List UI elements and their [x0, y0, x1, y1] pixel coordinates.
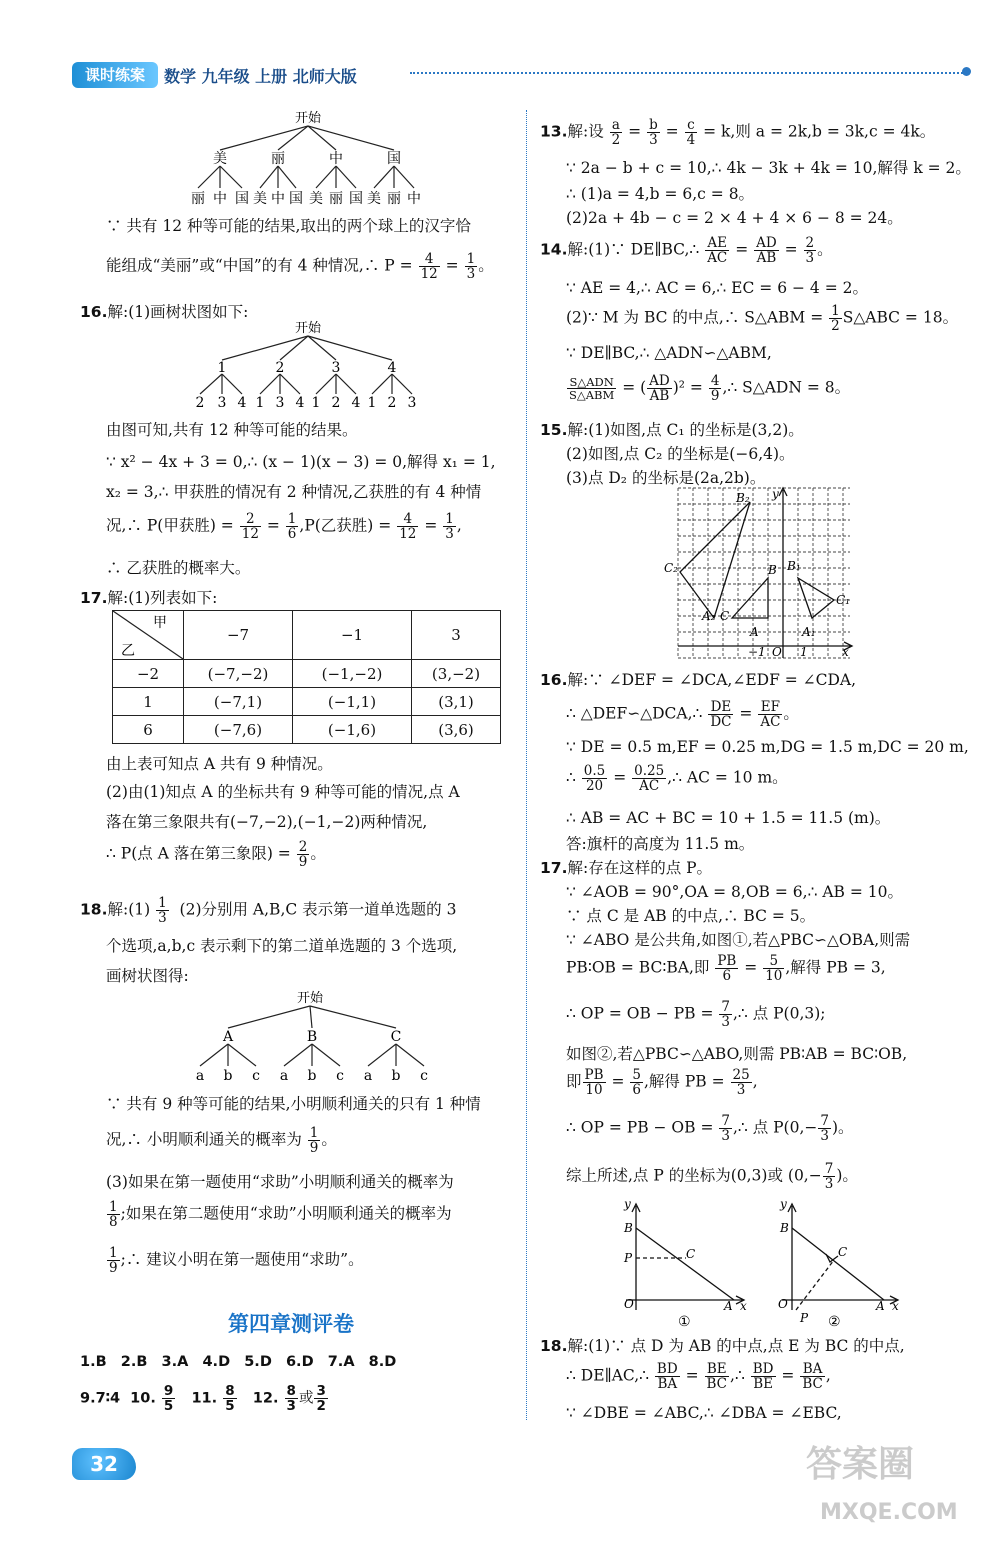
table-col-header: 3: [412, 611, 501, 660]
svg-text:②: ②: [828, 1314, 841, 1330]
svg-text:①: ①: [678, 1314, 691, 1330]
svg-text:b: b: [307, 1068, 317, 1084]
svg-text:1: 1: [800, 645, 808, 659]
svg-text:−1: −1: [748, 645, 766, 659]
svg-text:B: B: [306, 1029, 318, 1045]
svg-text:A: A: [876, 1299, 885, 1313]
header-dotted-line: [410, 72, 966, 74]
r-q18-line2: ∴ DE∥AC,∴ $\frac{BD}{BA}$ = $\frac{BE}{BC}$ ,∴ $\frac{BD}{BE}$ = $\frac{BA}{BC}$ ,: [566, 1361, 831, 1393]
q16-line2: 由图可知,共有 12 种等可能的结果。: [106, 421, 358, 439]
svg-text:中: 中: [407, 191, 421, 207]
svg-text:3: 3: [331, 360, 341, 376]
r-q13-line2: ∵ 2a − b + c = 10,∴ 4k − 3k + 4k = 10,解得 k = 2。: [566, 159, 971, 177]
q16-line3: ∵ x² − 4x + 3 = 0,∴ (x − 1)(x − 3) = 0,解得 x₁ = 1,: [106, 453, 496, 471]
svg-text:y: y: [624, 1198, 631, 1211]
r-q15-line3: (3)点 D₂ 的坐标是(2a,2b)。: [566, 469, 766, 487]
svg-text:P: P: [624, 1251, 633, 1265]
r-q13-line4: (2)2a + 4b − c = 2 × 4 + 4 × 6 − 8 = 24。: [566, 209, 903, 227]
svg-text:x: x: [892, 1299, 899, 1313]
svg-text:A₂: A₂: [702, 609, 716, 623]
tree-diagram-18: [180, 988, 440, 1084]
svg-text:C: C: [686, 1247, 696, 1261]
grid-figure-15: [662, 486, 858, 666]
r-q15-line2: (2)如图,点 C₂ 的坐标是(−6,4)。: [566, 445, 795, 463]
svg-text:美: 美: [253, 191, 267, 207]
q18-line2: 个选项,a,b,c 表示剩下的第二道单选题的 3 个选项,: [106, 937, 458, 955]
q18-line5: 况,∴ 小明顺利通关的概率为 $\frac{1}{9}$ 。: [106, 1125, 337, 1157]
header-dot: [962, 67, 971, 76]
q17-line5: ∴ P(点 A 落在第三象限) = $\frac{2}{9}$ 。: [106, 839, 326, 871]
svg-text:中: 中: [271, 191, 285, 207]
svg-text:A: A: [750, 625, 759, 639]
q15-line2: 能组成“美丽”或“中国”的有 4 种情况,∴ P = $\frac{4}{12}$ = $\frac{1}{3}$ 。: [106, 251, 494, 283]
svg-text:3: 3: [275, 395, 285, 410]
svg-text:y: y: [780, 1198, 787, 1211]
r-q16-line4: ∴ $\frac{0.5}{20}$ = $\frac{0.25}{AC}$ ,∴ AC = 10 m。: [566, 763, 788, 795]
watermark-url: MXQE.COM: [820, 1500, 958, 1525]
svg-text:中: 中: [329, 151, 343, 167]
svg-text:C: C: [720, 609, 730, 623]
svg-text:2: 2: [195, 395, 205, 410]
answers-row1: 1.B 2.B 3.A 4.D 5.D 6.D 7.A 8.D: [80, 1354, 397, 1370]
triangle-figures-17: [616, 1198, 912, 1332]
q18-line7: $\frac{1}{8}$ ;如果在第二题使用“求助”小明顺利通关的概率为: [109, 1199, 452, 1231]
svg-text:B: B: [768, 563, 777, 577]
svg-text:美: 美: [367, 191, 381, 207]
svg-text:x: x: [740, 1299, 747, 1313]
tree15-root: 开始: [294, 111, 322, 126]
svg-text:P: P: [800, 1311, 809, 1325]
svg-text:b: b: [391, 1068, 401, 1084]
svg-text:B: B: [624, 1221, 633, 1235]
svg-text:a: a: [195, 1068, 205, 1084]
svg-text:b: b: [223, 1068, 233, 1084]
svg-text:乙: 乙: [121, 643, 135, 659]
r-q15-line1: 15.解:(1)如图,点 C₁ 的坐标是(3,2)。: [540, 421, 804, 439]
r-q14-line5: $\frac{\text{S△ADN}}{\text{S△ABM}}$ = ( $\frac{AD}{AB}$ )² = $\frac{4}{9}$ ,∴ S△ADN = 8。: [569, 373, 851, 405]
svg-text:国: 国: [289, 191, 303, 207]
svg-text:A₁: A₁: [802, 625, 816, 639]
svg-text:O: O: [624, 1297, 634, 1311]
q18-line4: ∵ 共有 9 种等可能的结果,小明顺利通关的只有 1 种情: [106, 1095, 481, 1113]
chapter-title: 第四章测评卷: [228, 1312, 354, 1336]
table-corner: [113, 611, 184, 660]
r-q17-line1: 17.解:存在这样的点 P。: [540, 859, 713, 877]
svg-text:美: 美: [213, 151, 227, 167]
svg-text:开始: 开始: [294, 321, 322, 336]
svg-text:1: 1: [311, 395, 321, 410]
r-q14-line2: ∵ AE = 4,∴ AC = 6,∴ EC = 6 − 4 = 2。: [566, 279, 868, 297]
svg-text:B: B: [780, 1221, 789, 1235]
r-q16-line6: 答:旗杆的高度为 11.5 m。: [566, 835, 755, 853]
table-col-header: −1: [293, 611, 412, 660]
svg-text:丽: 丽: [271, 151, 285, 167]
svg-text:美: 美: [309, 191, 323, 207]
svg-text:3: 3: [407, 395, 417, 410]
svg-text:1: 1: [367, 395, 377, 410]
r-q13-line1: 13.解:设 $\frac{a}{2}$ = $\frac{b}{3}$ = $\frac{c}{4}$ = k,则 a = 2k,b = 3k,c = 4k。: [540, 117, 936, 149]
svg-text:x: x: [842, 645, 849, 659]
svg-text:中: 中: [213, 191, 227, 207]
table-17: [112, 610, 501, 744]
svg-text:4: 4: [237, 395, 247, 410]
tree-diagram-15: [180, 108, 440, 208]
q17-line4: 落在第三象限共有(−7,−2),(−1,−2)两种情况,: [106, 813, 428, 831]
svg-text:国: 国: [387, 151, 401, 167]
table-row: −2 (−7,−2) (−1,−2) (3,−2): [113, 660, 501, 688]
svg-text:丽: 丽: [387, 191, 401, 207]
r-q17-line10: 综上所述,点 P 的坐标为(0,3)或 (0,− $\frac{7}{3}$ )。: [566, 1161, 858, 1193]
r-q14-line4: ∵ DE∥BC,∴ △ADN∽△ABM,: [566, 344, 772, 362]
q18-line6: (3)如果在第一题使用“求助”小明顺利通关的概率为: [106, 1173, 454, 1191]
svg-text:A: A: [222, 1029, 234, 1045]
r-q16-line1: 16.解:∵ ∠DEF = ∠DCA,∠EDF = ∠CDA,: [540, 671, 857, 689]
table-row: 6 (−7,6) (−1,6) (3,6): [113, 716, 501, 744]
svg-text:y: y: [772, 487, 779, 501]
table-col-header: −7: [184, 611, 293, 660]
r-q18-line3: ∵ ∠DBE = ∠ABC,∴ ∠DBA = ∠EBC,: [566, 1404, 842, 1422]
r-q17-line9: ∴ OP = PB − OB = $\frac{7}{3}$ ,∴ 点 P(0,− $\frac{7}{3}$ )。: [566, 1113, 854, 1145]
svg-text:c: c: [336, 1068, 344, 1084]
r-q17-line2: ∵ ∠AOB = 90°,OA = 8,OB = 6,∴ AB = 10。: [566, 883, 904, 901]
r-q16-line3: ∵ DE = 0.5 m,EF = 0.25 m,DG = 1.5 m,DC = 20 m,: [566, 738, 969, 756]
svg-text:O: O: [778, 1297, 788, 1311]
q16-line1: 16.解:(1)画树状图如下:: [80, 303, 249, 321]
column-divider: [526, 110, 527, 1420]
svg-text:开始: 开始: [296, 991, 324, 1006]
r-q17-line8: 即 $\frac{PB}{10}$ = $\frac{5}{6}$ ,解得 PB = $\frac{25}{3}$ ,: [566, 1067, 758, 1099]
r-q17-line4: ∵ ∠ABO 是公共角,如图①,若△PBC∽△OBA,则需: [566, 931, 911, 949]
r-q17-line5: PB∶OB = BC∶BA,即 $\frac{PB}{6}$ = $\frac{5}{10}$ ,解得 PB = 3,: [566, 953, 886, 985]
table-row: 1 (−7,1) (−1,1) (3,1): [113, 688, 501, 716]
svg-text:4: 4: [387, 360, 397, 376]
q15-line1: ∵ 共有 12 种等可能的结果,取出的两个球上的汉字恰: [106, 217, 471, 235]
svg-text:3: 3: [217, 395, 227, 410]
r-q18-line1: 18.解:(1)∵ 点 D 为 AB 的中点,点 E 为 BC 的中点,: [540, 1337, 905, 1355]
r-q16-line2: ∴ △DEF∽△DCA,∴ $\frac{DE}{DC}$ = $\frac{EF}{AC}$ 。: [566, 699, 799, 731]
svg-text:a: a: [279, 1068, 289, 1084]
svg-text:C: C: [390, 1029, 402, 1045]
svg-text:C₁: C₁: [836, 593, 850, 607]
q18-line1: 18.解:(1) $\frac{1}{3}$ (2)分别用 A,B,C 表示第一道单选题的 3: [80, 895, 457, 927]
r-q17-line3: ∵ 点 C 是 AB 的中点,∴ BC = 5。: [566, 907, 816, 925]
q17-line3: (2)由(1)知点 A 的坐标共有 9 种等可能的情况,点 A: [106, 783, 460, 801]
svg-text:B₂: B₂: [736, 491, 750, 505]
svg-text:4: 4: [351, 395, 361, 410]
svg-text:甲: 甲: [153, 615, 167, 631]
svg-text:2: 2: [331, 395, 341, 410]
q16-line4: x₂ = 3,∴ 甲获胜的情况有 2 种情况,乙获胜的有 4 种情: [106, 483, 482, 501]
watermark-logo: 答案圈: [806, 1444, 915, 1485]
header-title: 数学 九年级 上册 北师大版: [164, 67, 357, 86]
svg-text:a: a: [363, 1068, 373, 1084]
svg-text:丽: 丽: [191, 191, 205, 207]
q18-line3: 画树状图得:: [106, 967, 189, 985]
svg-text:c: c: [420, 1068, 428, 1084]
svg-text:1: 1: [217, 360, 227, 376]
svg-text:C: C: [838, 1245, 848, 1259]
r-q17-line7: 如图②,若△PBC∽△ABO,则需 PB∶AB = BC∶OB,: [566, 1045, 908, 1063]
svg-text:4: 4: [295, 395, 305, 410]
svg-text:2: 2: [275, 360, 285, 376]
svg-text:丽: 丽: [329, 191, 343, 207]
header-badge: 课时练案: [72, 62, 158, 88]
svg-text:1: 1: [255, 395, 265, 410]
q17-line1: 17.解:(1)列表如下:: [80, 589, 218, 607]
r-q16-line5: ∴ AB = AC + BC = 10 + 1.5 = 11.5 (m)。: [566, 809, 891, 827]
r-q14-line1: 14.解:(1)∵ DE∥BC,∴ $\frac{AE}{AC}$ = $\frac{AD}{AB}$ = $\frac{2}{3}$ 。: [540, 235, 833, 267]
svg-text:c: c: [252, 1068, 260, 1084]
svg-text:国: 国: [349, 191, 363, 207]
svg-text:A: A: [724, 1299, 733, 1313]
svg-text:2: 2: [387, 395, 397, 410]
q16-line6: ∴ 乙获胜的概率大。: [106, 559, 251, 577]
r-q14-line3: (2)∵ M 为 BC 的中点,∴ S△ABM = $\frac{1}{2}$ S△ABC = 18。: [566, 303, 959, 335]
tree-diagram-16: [180, 318, 420, 410]
r-q17-line6: ∴ OP = OB − PB = $\frac{7}{3}$ ,∴ 点 P(0,3);: [566, 999, 826, 1031]
page-number: 32: [72, 1448, 136, 1480]
svg-text:国: 国: [235, 191, 249, 207]
svg-text:O: O: [772, 645, 782, 659]
svg-text:B₁: B₁: [787, 559, 801, 573]
q17-line2: 由上表可知点 A 共有 9 种情况。: [106, 755, 333, 773]
answers-row2: 9.7∶4 10. $\frac{9}{5}$ 11. $\frac{8}{5}$ 12. $\frac{8}{3}$ 或 $\frac{3}{2}$: [80, 1383, 326, 1415]
svg-text:C₂: C₂: [664, 561, 678, 575]
r-q13-line3: ∴ (1)a = 4,b = 6,c = 8。: [566, 185, 755, 203]
q18-line8: $\frac{1}{9}$ ;∴ 建议小明在第一题使用“求助”。: [109, 1245, 364, 1277]
q16-line5: 况,∴ P(甲获胜) = $\frac{2}{12}$ = $\frac{1}{6}$ ,P(乙获胜) = $\frac{4}{12}$ = $\frac{1}{3}$ ,: [106, 511, 462, 543]
